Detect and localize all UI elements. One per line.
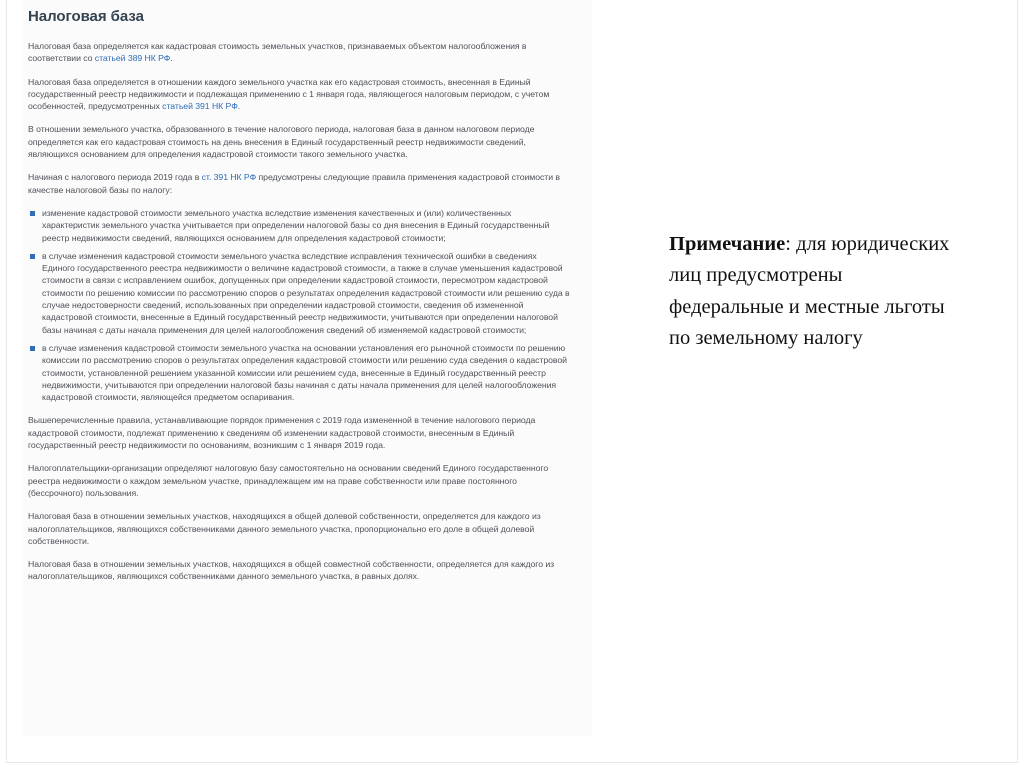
paragraph-1 — [28, 40, 564, 65]
paragraph-3: В отношении земельного участка, образованного в течение налогового периода, налоговая база в данном налоговом периоде определяется как его кадастровая стоимость на день внесения в Единый государственный реестр недвижимости сведений, являющихся основанием для определения кадастровой стоимости такого земельного участка. — [28, 124, 535, 160]
paragraph-7: Налоговая база в отношении земельных участков, находящихся в общей долевой собственности, определяется для каждого из налогоплательщиков, являющихся собственниками данного земельного участка, пропорционально его доле в общей долевой собственности. — [28, 511, 541, 546]
square-bullet-icon — [30, 254, 35, 259]
paragraph-1-tail: . — [170, 53, 173, 64]
note-block — [669, 229, 959, 354]
paragraph-8: Налоговая база в отношении земельных участков, находящихся в общей совместной собственности, определяется для каждого из налогоплательщиков, являющихся собственниками данного земельного участка, в равных долях. — [28, 559, 555, 582]
list-item-text: в случае изменения кадастровой стоимости земельного участка вследствие исправления технической ошибки в сведениях Единого государственного реестра недвижимости о величине кадастровой стоимости, а также в случае уменьшения кадастровой стоимости в связи с исправлением ошибок, допущенных при определении кадастровой стоимости, пересмотром кадастровой стоимости по решению комиссии по рассмотрению споров о результатах определения кадастровой стоимости или решению суда в случае недостоверности сведений, использованных при определении кадастровой стоимости, сведения об измененной кадастровой стоимости, внесенные в Единый государственный реестр недвижимости, учитываются при определении налоговой базы начиная с даты начала применения для целей налогообложения сведений об изменяемой кадастровой стоимости; — [42, 250, 570, 335]
document-title: Налоговая база — [28, 8, 144, 25]
paragraph-5: Вышеперечисленные правила, устанавливающие порядок применения с 2019 года измененной в течение налогового периода кадастровой стоимости, подлежат применению к сведениям об изменении кадастровой стоимости, внесенным в Единый государственный реестр недвижимости по основаниям, возникшим с 1 января 2019 года. — [28, 415, 536, 451]
note-label: Примечание — [669, 233, 786, 255]
paragraph-1-text: Налоговая база определяется как кадастровая стоимость земельных участков, признаваемых объектом налогообложения в соответствии со — [28, 41, 527, 64]
document-screenshot — [22, 0, 592, 736]
paragraph-4-tail: предусмотрены следующие правила применения кадастровой стоимости в качестве налоговой базы по налогу: — [28, 172, 560, 195]
paragraph-2 — [28, 76, 564, 113]
paragraph-6: Налогоплательщики-организации определяют налоговую базу самостоятельно на основании сведений Единого государственного реестра недвижимости о каждом земельном участке, принадлежащем им на праве собственности или праве постоянного (бессрочного) пользования. — [28, 463, 549, 498]
paragraph-4-text: Начиная с налогового периода 2019 года в — [28, 172, 202, 183]
paragraph-2-text: Налоговая база определяется в отношении каждого земельного участка как его кадастровая стоимость, внесенная в Единый государственный реестр недвижимости и подлежащая применению с 1 января года, являющегося налоговым периодом, с учетом особенностей, предусмотренных — [28, 76, 550, 112]
article-389-link[interactable]: статьей 389 НК РФ — [94, 53, 171, 64]
list-item — [28, 207, 570, 244]
list-item-text: изменение кадастровой стоимости земельного участка вследствие изменения качественных и (или) количественных характеристик земельного участка учитывается при определении налоговой базы со дня внесения в Единый государственный реестр недвижимости сведений, являющихся основанием для определения кадастровой стоимости; — [42, 207, 550, 243]
st-391-link[interactable]: ст. 391 НК РФ — [201, 172, 257, 183]
paragraph-4 — [28, 171, 564, 196]
square-bullet-icon — [30, 346, 35, 351]
paragraph-2-tail: . — [237, 101, 241, 112]
rules-list — [28, 207, 580, 403]
square-bullet-icon — [30, 211, 35, 216]
list-item — [28, 342, 570, 403]
note-text: : для юридических лиц предусмотрены федеральные и местные льготы по земельному налогу — [669, 233, 950, 349]
list-item-text: в случае изменения кадастровой стоимости земельного участка на основании установления его рыночной стоимости по решению комиссии по рассмотрению споров о результатах определения кадастровой стоимости или решению суда сведения о кадастровой стоимости, установленной решением указанной комиссии или решением суда, внесенные в Единый государственный реестр недвижимости, учитываются при определении налоговой базы начиная с даты начала применения для целей налогообложения кадастровой стоимости, являющейся предметом оспаривания. — [42, 342, 567, 403]
list-item — [28, 250, 570, 336]
article-391-link[interactable]: статьей 391 НК РФ — [162, 101, 238, 112]
